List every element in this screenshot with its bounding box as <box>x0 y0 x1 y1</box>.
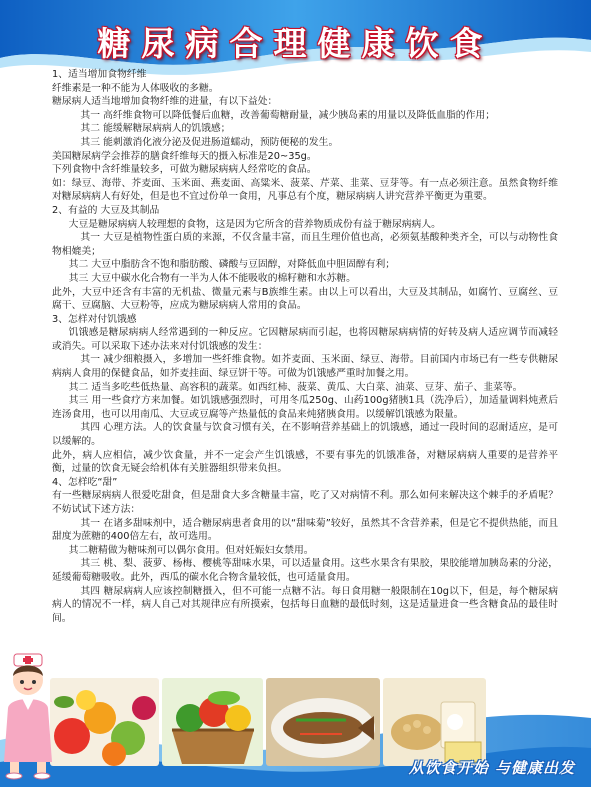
article-body <box>52 68 558 660</box>
paragraph: 如：绿豆、海带、芥麦面、玉米面、燕麦面、高粱米、菠菜、芹菜、韭菜、豆芽等。有一点必须注意。虽然食物纤维对糖尿病病人有好处，但是也不宜过份单一食用，凡事总有个度，糖尿病病人讲究营养平衡更为重要。 <box>52 177 558 203</box>
paragraph: 糖尿病人适当地增加食物纤维的进量，有以下益处： <box>52 96 278 108</box>
paragraph: 饥饿感是糖尿病病人经常遇到的一种反应。它因糖尿病而引起，也将因糖尿病病情的好转及病人适应调节而减轻或消失。可以采取下述办法来对付饥饿感的发生： <box>52 327 558 352</box>
paragraph: 其一 在诸多甜味剂中，适合糖尿病患者食用的以“甜味菊”较好，虽然其不含营养素，但是它不提供热能，而且甜度为蔗糖的400倍左右，故可选用。 <box>52 517 558 543</box>
paragraph: 其四 糖尿病病人应该控制糖摄入，但不可能一点糖不沾。每日食用糖一般限制在10g以下，但是，每个糖尿病病人的情况不一样，病人自己对其规律应有所摸索，包括每日血糖的最低时刻，这是适量进食一些含糖食品的最佳时间。 <box>52 585 558 624</box>
paragraph: 此外，病人应相信，减少饮食量，并不一定会产生饥饿感，不要有事先的饥饿准备，对糖尿病病人重要的是营养平衡，过量的饮食无疑会给机体有关脏器组织带来负担。 <box>52 449 558 475</box>
paragraph: 其一 大豆是植物性蛋白质的来源，不仅含量丰富，而且生理价值也高，必须氨基酸种类齐全，可以与动物性食物相媲美； <box>52 232 558 257</box>
food-photo-strip <box>50 678 486 766</box>
paragraph: 其二 能缓解糖尿病病人的饥饿感； <box>80 123 231 135</box>
paragraph: 2、有益的 大豆及其制品 <box>52 204 160 216</box>
paragraph: 其四 心理方法。人的饮食量与饮食习惯有关，在不影响营养基础上的饥饿感，通过一段时间的忍耐适应，是可以缓解的。 <box>52 422 558 448</box>
paragraph: 其二 适当多吃些低热量、高容积的蔬菜。如西红柿、菠菜、黄瓜、大白菜、油菜、豆芽、茄子、韭菜等。 <box>68 381 523 393</box>
paragraph: 其三 能刺激消化液分泌及促进肠道蠕动，预防便秘的发生。 <box>80 136 339 148</box>
fish-dish-photo <box>266 678 380 766</box>
paragraph: 其三 大豆中碳水化合物有一半为人体不能吸收的棉籽糖和水苏糖。 <box>68 272 356 284</box>
paragraph: 其二 大豆中脂肪含不饱和脂肪酸、磷酸与豆固醇，对降低血中胆固醇有利； <box>68 259 396 271</box>
soy-products-photo <box>383 678 486 766</box>
paragraph: 4、怎样吃“甜” <box>52 476 118 488</box>
paragraph: 其三 用一些食疗方来加餐。如饥饿感强烈时，可用冬瓜250g、山药100g猪胰1具（洗净后），加适量调料炖煮后连汤食用，也可以用南瓜、大豆或豆腐等产热量低的食品来炖猪胰食用。以缓解饥饿感为限量。 <box>52 395 558 420</box>
paragraph: 美国糖尿病学会推荐的膳食纤维每天的摄入标准是20~35g。 <box>52 150 317 162</box>
fruits-photo <box>50 678 159 766</box>
paragraph: 此外，大豆中还含有丰富的无机盐、微量元素与B族维生素。由以上可以看出，大豆及其制品，如腐竹、豆腐丝、豆腐干、豆腐脑、大豆粉等，应成为糖尿病病人常用的食品。 <box>52 286 558 312</box>
paragraph: 有一些糖尿病病人很爱吃甜食，但是甜食大多含糖量丰富，吃了又对病情不利。那么如何来解决这个棘手的矛盾呢？不妨试试下述方法： <box>52 490 558 515</box>
paragraph: 其二糖精做为糖味剂可以偶尔食用。但对妊娠妇女禁用。 <box>68 544 314 556</box>
paragraph: 大豆是糖尿病病人较理想的食物，这是因为它所含的营养物质成份有益于糖尿病病人。 <box>68 218 441 230</box>
paragraph: 纤维素是一种不能为人体吸收的多糖。 <box>52 82 219 94</box>
paragraph: 下列食物中含纤维量较多，可做为糖尿病病人经常吃的食品。 <box>52 164 317 176</box>
page-title: 糖尿病合理健康饮食 <box>97 24 494 63</box>
vegetable-basket-photo <box>162 678 263 766</box>
paragraph: 其一 减少细粮摄入，多增加一些纤维食物。如芥麦面、玉米面、绿豆、海带。目前国内市场已有一些专供糖尿病病人食用的保健食品，如芥麦挂面、绿豆饼干等。可做为饥饿感严重时加餐之用。 <box>52 354 558 380</box>
paragraph: 1、适当增加食物纤维 <box>52 69 147 80</box>
paragraph: 其三 桃、梨、菠萝、杨梅、樱桃等甜味水果，可以适量食用。这些水果含有果胶，果胶能增加胰岛素的分泌，延缓葡萄糖吸收。此外，西瓜的碳水化合物含量较低，也可适量食用。 <box>52 558 558 583</box>
paragraph: 其一 高纤维食物可以降低餐后血糖，改善葡萄糖耐量，减少胰岛素的用量以及降低血脂的作用； <box>80 109 495 121</box>
paragraph: 3、怎样对付饥饿感 <box>52 313 137 325</box>
nurse-illustration <box>0 650 60 780</box>
slogan: 从饮食开始 与健康出发 <box>408 759 575 777</box>
